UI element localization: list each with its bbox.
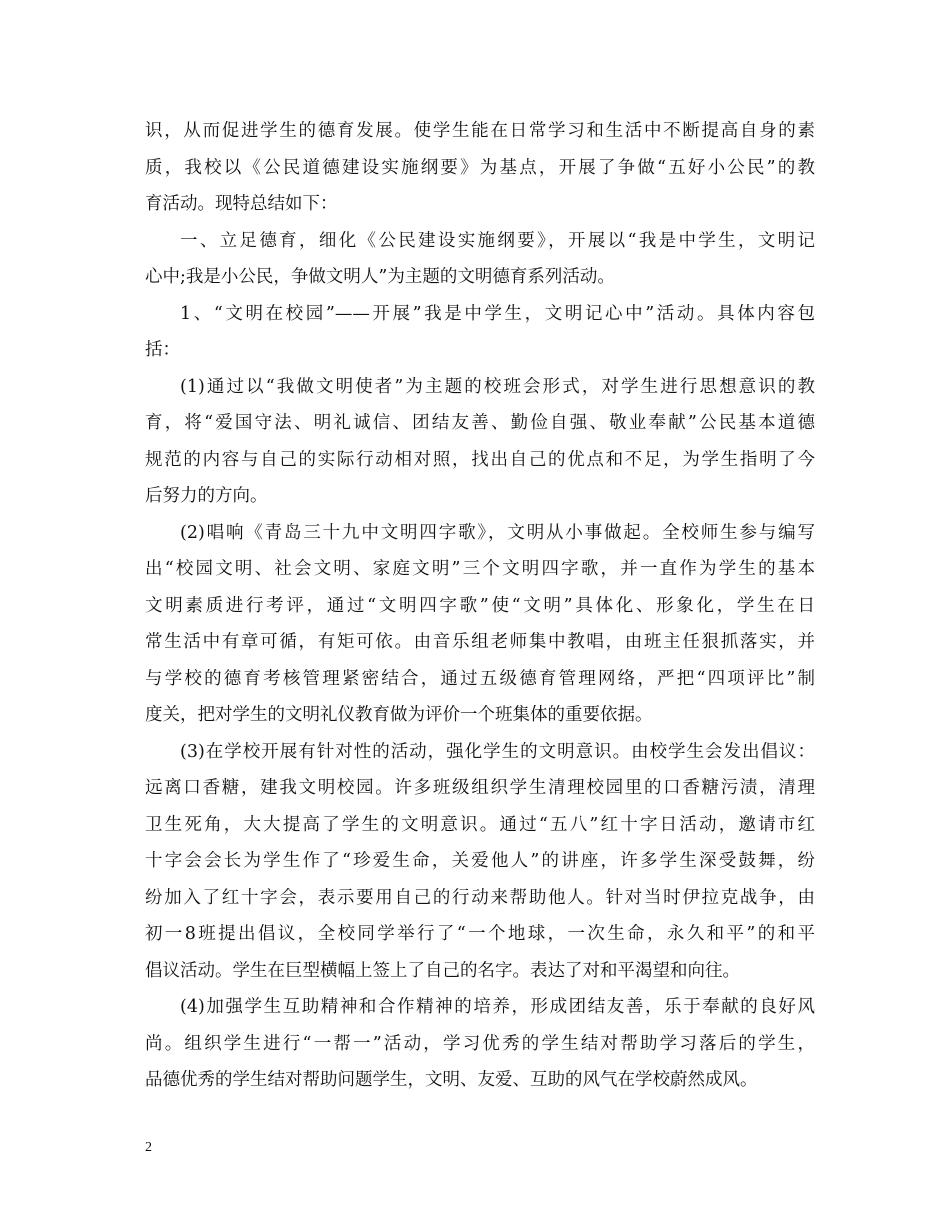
- text-line: (4)加强学生互助精神和合作精神的培养，形成团结友善，乐于奉献的良好风: [180, 997, 815, 1017]
- text-line: 质，我校以《公民道德建设实施纲要》为基点，开展了争做“五好小公民”的教: [145, 157, 815, 178]
- text-line: 文明素质进行考评，通过“文明四字歌”使“文明”具体化、形象化，学生在日: [145, 595, 815, 616]
- paragraph: [145, 369, 815, 515]
- text-line: 育活动。现特总结如下：: [145, 194, 338, 214]
- paragraph: [145, 223, 815, 296]
- text-line: 后努力的方向。: [145, 486, 268, 506]
- paragraph: [145, 734, 815, 990]
- text-line: 常生活中有章可循，有矩可依。由音乐组老师集中教唱，由班主任狠抓落实，并: [145, 632, 815, 652]
- text-line: 识，从而促进学生的德育发展。使学生能在日常学习和生活中不断提高自身的素: [145, 121, 815, 141]
- text-line: 出“校园文明、社会文明、家庭文明”三个文明四字歌，并一直作为学生的基本: [145, 559, 815, 579]
- text-line: 与学校的德育考核管理紧密结合，通过五级德育管理网络，严把“四项评比”制: [145, 668, 815, 689]
- text-line: 纷加入了红十字会，表示要用自己的行动来帮助他人。针对当时伊拉克战争，由: [145, 887, 815, 908]
- paragraph: [145, 989, 815, 1099]
- text-line: (2)唱响《青岛三十九中文明四字歌》，文明从小事做起。全校师生参与编写: [180, 522, 815, 543]
- text-line: 初一8班提出倡议，全校同学举行了“一个地球，一次生命，永久和平”的和平: [145, 924, 815, 944]
- text-line: 倡议活动。学生在巨型横幅上签上了自己的名字。表达了对和平渴望和向往。: [145, 960, 740, 981]
- text-line: 1、“文明在校园”——开展”我是中学生，文明记心中”活动。具体内容包: [180, 303, 815, 324]
- text-line: 心中;我是小公民，争做文明人”为主题的文明德育系列活动。: [145, 267, 615, 287]
- paragraph: [145, 296, 815, 369]
- text-line: 括：: [145, 340, 180, 360]
- paragraph: [145, 113, 815, 223]
- text-line: 度关，把对学生的文明礼仪教育做为评价一个班集体的重要依据。: [145, 705, 653, 725]
- text-line: 一、立足德育，细化《公民建设实施纲要》，开展以“我是中学生，文明记: [180, 230, 815, 251]
- paragraph: [145, 515, 815, 734]
- text-line: 卫生死角，大大提高了学生的文明意识。通过“五八”红十字日活动，邀请市红: [145, 814, 815, 835]
- document-body: [145, 113, 815, 1099]
- text-line: 品德优秀的学生结对帮助问题学生，文明、友爱、互助的风气在学校蔚然成风。: [145, 1070, 758, 1090]
- page-number: 2: [145, 1140, 152, 1155]
- text-line: (1)通过以“我做文明使者”为主题的校班会形式，对学生进行思想意识的教: [180, 376, 815, 397]
- text-line: 十字会会长为学生作了“珍爱生命，关爱他人”的讲座，许多学生深受鼓舞，纷: [145, 851, 815, 871]
- text-line: 育，将“爱国守法、明礼诚信、团结友善、勤俭自强、敬业奉献”公民基本道德: [145, 413, 815, 433]
- text-line: 尚。组织学生进行“一帮一”活动，学习优秀的学生结对帮助学习落后的学生，: [145, 1033, 815, 1054]
- text-line: 远离口香糖，建我文明校园。许多班级组织学生清理校园里的口香糖污渍，清理: [145, 778, 815, 798]
- text-line: (3)在学校开展有针对性的活动，强化学生的文明意识。由校学生会发出倡议：: [180, 741, 815, 762]
- text-line: 规范的内容与自己的实际行动相对照，找出自己的优点和不足，为学生指明了今: [145, 449, 815, 470]
